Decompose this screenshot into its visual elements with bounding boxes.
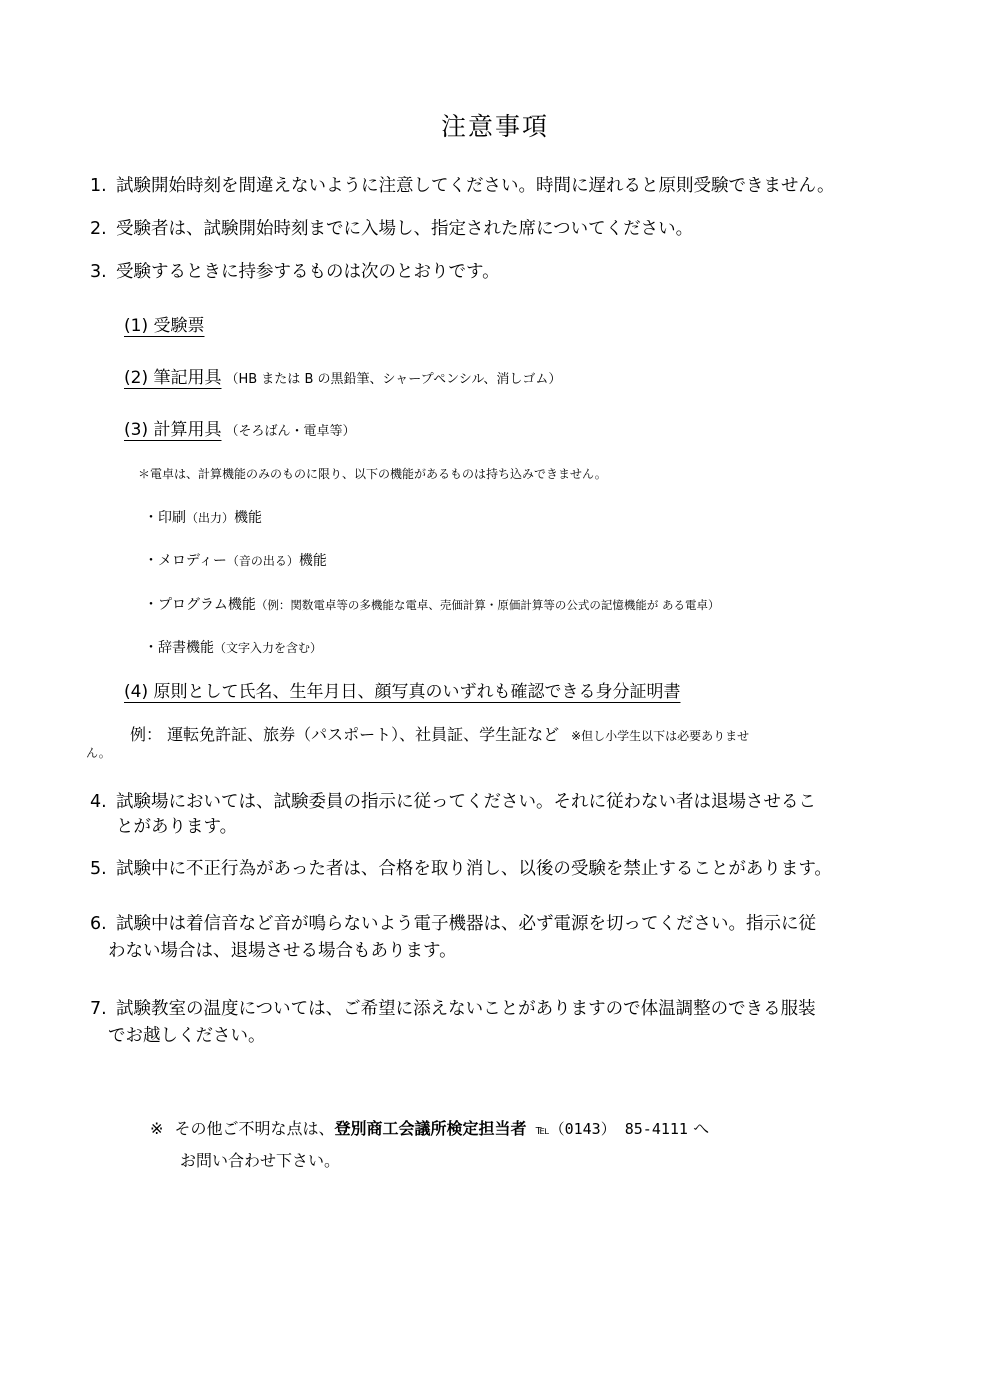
function-detail: （例：関数電卓等の多機能な電卓、売価計算・原価計算等の公式の記憶機能が ある電卓） bbox=[255, 598, 720, 612]
subitem-label: (4) 原則として氏名、生年月日、顔写真のいずれも確認できる身分証明書 bbox=[124, 682, 681, 702]
item-number: 3. bbox=[90, 262, 107, 282]
notice-item-2 bbox=[90, 215, 693, 240]
item-number: 7. bbox=[90, 999, 107, 1019]
contact-phone: （0143） 85-4111 bbox=[549, 1120, 688, 1138]
subitem-label: (3) 計算用具 bbox=[124, 420, 222, 440]
id-example-note-cont: ん。 bbox=[86, 746, 111, 760]
function-tail: 機能 bbox=[234, 510, 263, 526]
subitem-label: (1) 受験票 bbox=[124, 316, 205, 336]
function-name: ・メロディー bbox=[144, 553, 227, 569]
item-number: 6. bbox=[90, 914, 107, 934]
function-name: ・印刷 bbox=[144, 510, 186, 526]
function-print bbox=[144, 507, 262, 527]
item-text: 試験開始時刻を間違えないように注意してください。時間に遅れると原則受験できません。 bbox=[116, 176, 835, 196]
contact-suffix: へ bbox=[693, 1119, 710, 1138]
item-number: 5. bbox=[90, 859, 107, 879]
contact-line bbox=[150, 1116, 709, 1139]
subitem-3 bbox=[124, 415, 356, 440]
notice-item-3 bbox=[90, 258, 500, 283]
subitem-note: （HB または B の黒鉛筆、シャープペンシル、消しゴム） bbox=[225, 372, 562, 387]
function-detail: （音の出る） bbox=[226, 554, 299, 568]
subitem-note: （そろばん・電卓等） bbox=[225, 424, 356, 439]
page-title: 注意事項 bbox=[440, 112, 549, 141]
subitem-label: (2) 筆記用具 bbox=[124, 368, 222, 388]
notice-item-5 bbox=[90, 855, 832, 880]
item-text: 試験場においては、試験委員の指示に従ってください。それに従わない者は退場させるこ bbox=[116, 792, 816, 812]
subitem-1 bbox=[124, 311, 204, 336]
notice-item-6 bbox=[90, 910, 816, 935]
notice-item-4-cont: とがあります。 bbox=[116, 817, 238, 837]
id-example-text: 例： 運転免許証、旅券（パスポート）、社員証、学生証など bbox=[130, 725, 560, 744]
item-number: 4. bbox=[90, 792, 107, 812]
notice-item-7-cont: でお越しください。 bbox=[108, 1026, 266, 1046]
reference-mark: ※ bbox=[150, 1119, 164, 1138]
item-text: 試験教室の温度については、ご希望に添えないことがありますので体温調整のできる服装 bbox=[116, 999, 816, 1019]
tel-icon: ℡ bbox=[535, 1123, 550, 1138]
id-example-note: ※但し小学生以下は必要ありませ bbox=[571, 729, 750, 743]
notice-item-1 bbox=[90, 172, 835, 197]
item-text: 試験中に不正行為があった者は、合格を取り消し、以後の受験を禁止することがあります。 bbox=[116, 859, 832, 879]
contact-organization: 登別商工会議所検定担当者 bbox=[334, 1119, 527, 1138]
subitem-4 bbox=[124, 677, 680, 702]
function-dictionary bbox=[144, 637, 322, 657]
function-name: ・辞書機能 bbox=[144, 640, 214, 656]
item-text: 受験者は、試験開始時刻までに入場し、指定された席についてください。 bbox=[116, 219, 694, 239]
item-number: 1. bbox=[90, 176, 107, 196]
calculator-note: ＊電卓は、計算機能のみのものに限り、以下の機能があるものは持ち込みできません。 bbox=[138, 467, 607, 481]
notice-item-6-cont: わない場合は、退場させる場合もあります。 bbox=[108, 941, 457, 961]
contact-text: その他ご不明な点は、 bbox=[174, 1119, 335, 1138]
subitem-2 bbox=[124, 363, 561, 388]
item-number: 2. bbox=[90, 219, 107, 239]
contact-line-2: お問い合わせ下さい。 bbox=[180, 1151, 341, 1170]
item-text: 試験中は着信音など音が鳴らないよう電子機器は、必ず電源を切ってください。指示に従 bbox=[116, 914, 816, 934]
notice-item-4 bbox=[90, 788, 816, 813]
function-detail: （文字入力を含む） bbox=[214, 641, 323, 655]
function-detail: （出力） bbox=[186, 511, 235, 525]
function-melody bbox=[144, 550, 327, 570]
function-name: ・プログラム機能 bbox=[144, 597, 256, 613]
notice-item-7 bbox=[90, 995, 816, 1020]
item-text: 受験するときに持参するものは次のとおりです。 bbox=[116, 262, 500, 282]
function-tail: 機能 bbox=[298, 553, 327, 569]
function-program bbox=[144, 594, 720, 614]
id-example bbox=[130, 722, 749, 745]
